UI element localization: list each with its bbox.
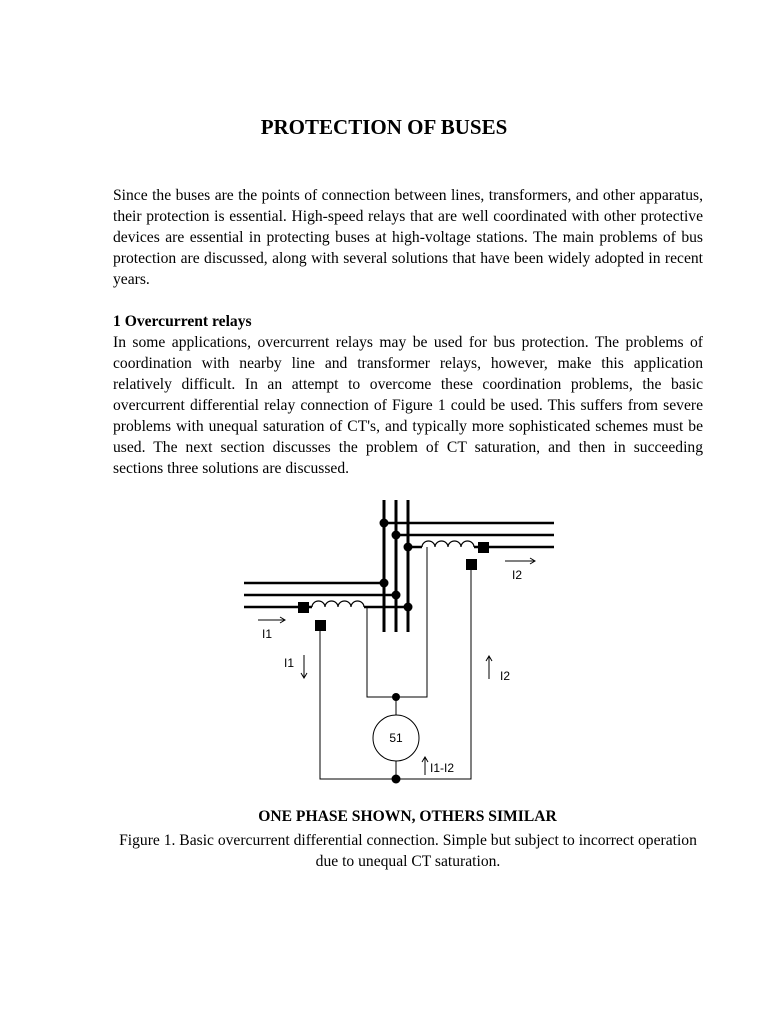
right-ct-coil xyxy=(422,541,474,547)
label-i1-minus-i2: I1-I2 xyxy=(430,761,455,775)
vertical-bus-bars xyxy=(384,500,408,632)
label-i2-right: I2 xyxy=(512,568,523,582)
page-title: PROTECTION OF BUSES xyxy=(260,115,508,139)
section-body-overcurrent-relays: In some applications, overcurrent relays may be used for bus protection. The problems of coordination with nearby line and transformer relays, however, make this application relatively difficult. In an attempt to overcome these coordination problems, the basic overcurrent differential relay connection of Figure 1 could be used. This suffers from severe problems with unequal saturation of CT's, and typically more sophisticated schemes must be used. The next section discusses the problem of CT saturation, and then in succeeding sections three solutions are discussed. xyxy=(113,334,703,477)
relay-label: 51 xyxy=(389,731,403,745)
label-i1-down: I1 xyxy=(284,656,295,670)
left-ct-coil xyxy=(312,601,364,607)
figure-caption: Figure 1. Basic overcurrent differential connection. Simple but subject to incorrect operation due to unequal CT saturation. xyxy=(119,832,697,870)
intro-paragraph: Since the buses are the points of connection between lines, transformers, and other apparatus, their protection is essential. High-speed relays that are well coordinated with other protective devices are essential in protecting buses at high-voltage stations. The main problems of bus protection are discussed, along with several solutions that have been widely adopted in recent years. xyxy=(113,187,703,288)
label-i2-up: I2 xyxy=(500,669,511,683)
section-heading-overcurrent-relays: 1 Overcurrent relays xyxy=(113,313,252,330)
figure-caption-bold: ONE PHASE SHOWN, OTHERS SIMILAR xyxy=(258,808,557,825)
label-i1-right: I1 xyxy=(262,627,273,641)
ct-polarity-markers xyxy=(298,542,489,631)
